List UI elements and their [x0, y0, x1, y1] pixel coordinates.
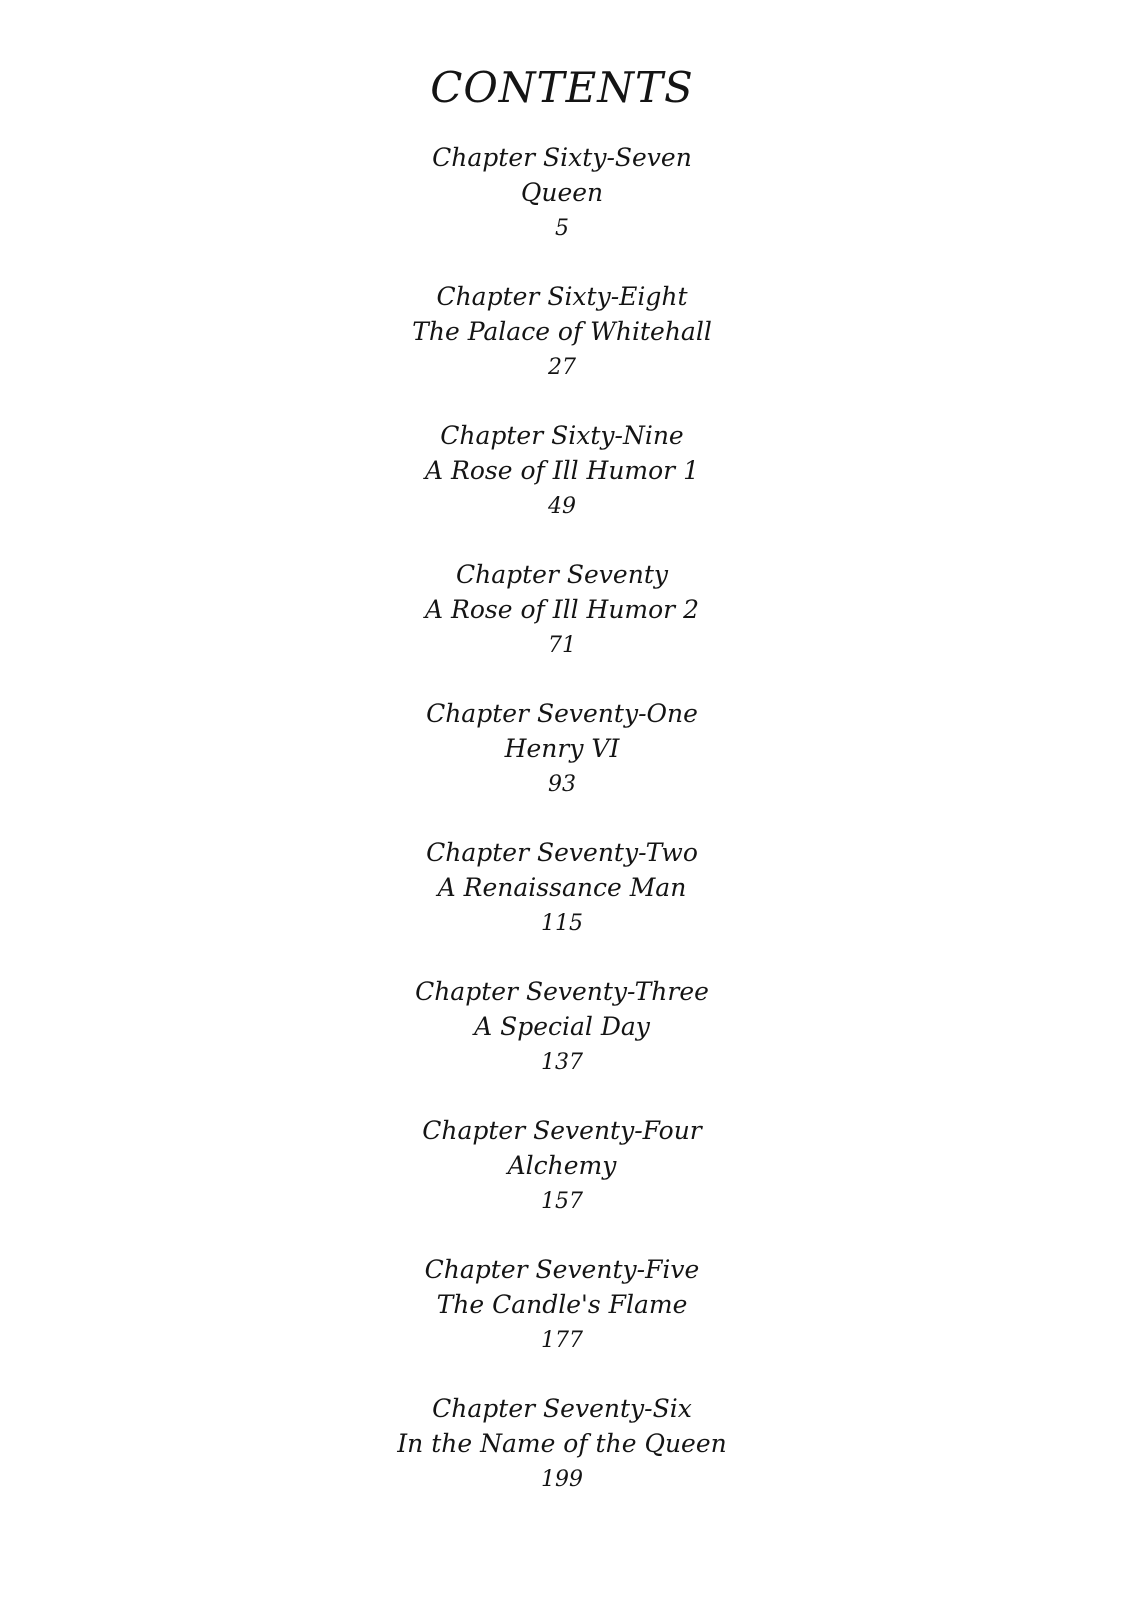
page-number: 49 [548, 494, 576, 519]
page-number: 115 [541, 911, 583, 936]
chapter-title: Queen [520, 178, 604, 207]
chapter-title: In the Name of the Queen [397, 1429, 727, 1458]
page-number: 27 [548, 355, 576, 380]
page-number: 157 [541, 1189, 583, 1214]
toc-entry[interactable] [0, 974, 1124, 1113]
toc-entry[interactable] [0, 1391, 1124, 1530]
toc-entry[interactable] [0, 279, 1124, 418]
chapter-number: Chapter Seventy-Two [426, 838, 698, 867]
chapter-title: Alchemy [507, 1151, 617, 1180]
chapter-title: A Rose of Ill Humor 1 [425, 456, 699, 485]
chapter-title: A Rose of Ill Humor 2 [425, 595, 699, 624]
page-title: CONTENTS [430, 63, 694, 112]
chapter-number: Chapter Sixty-Eight [436, 282, 688, 311]
chapter-number: Chapter Seventy-Six [432, 1394, 692, 1423]
chapter-number: Chapter Seventy-Four [422, 1116, 702, 1145]
toc-entry[interactable] [0, 696, 1124, 835]
page-number: 137 [541, 1050, 583, 1075]
chapter-title: The Candle's Flame [436, 1290, 688, 1319]
toc-entry[interactable] [0, 557, 1124, 696]
toc-entry[interactable] [0, 835, 1124, 974]
chapter-number: Chapter Sixty-Nine [440, 421, 684, 450]
chapter-title: A Renaissance Man [437, 873, 687, 902]
chapter-title: The Palace of Whitehall [412, 317, 712, 346]
chapter-title: Henry VI [504, 734, 620, 763]
table-of-contents [0, 140, 1124, 1530]
chapter-number: Chapter Sixty-Seven [432, 143, 692, 172]
page-number: 71 [548, 633, 576, 658]
chapter-number: Chapter Seventy-Five [424, 1255, 700, 1284]
page-number: 5 [555, 216, 569, 241]
page-number: 93 [548, 772, 576, 797]
toc-entry[interactable] [0, 418, 1124, 557]
toc-entry[interactable] [0, 1113, 1124, 1252]
chapter-title: A Special Day [474, 1012, 650, 1041]
page-number: 177 [541, 1328, 583, 1353]
chapter-number: Chapter Seventy-Three [415, 977, 709, 1006]
chapter-number: Chapter Seventy [456, 560, 668, 589]
page-number: 199 [541, 1467, 583, 1492]
chapter-number: Chapter Seventy-One [426, 699, 698, 728]
toc-entry[interactable] [0, 140, 1124, 279]
toc-entry[interactable] [0, 1252, 1124, 1391]
